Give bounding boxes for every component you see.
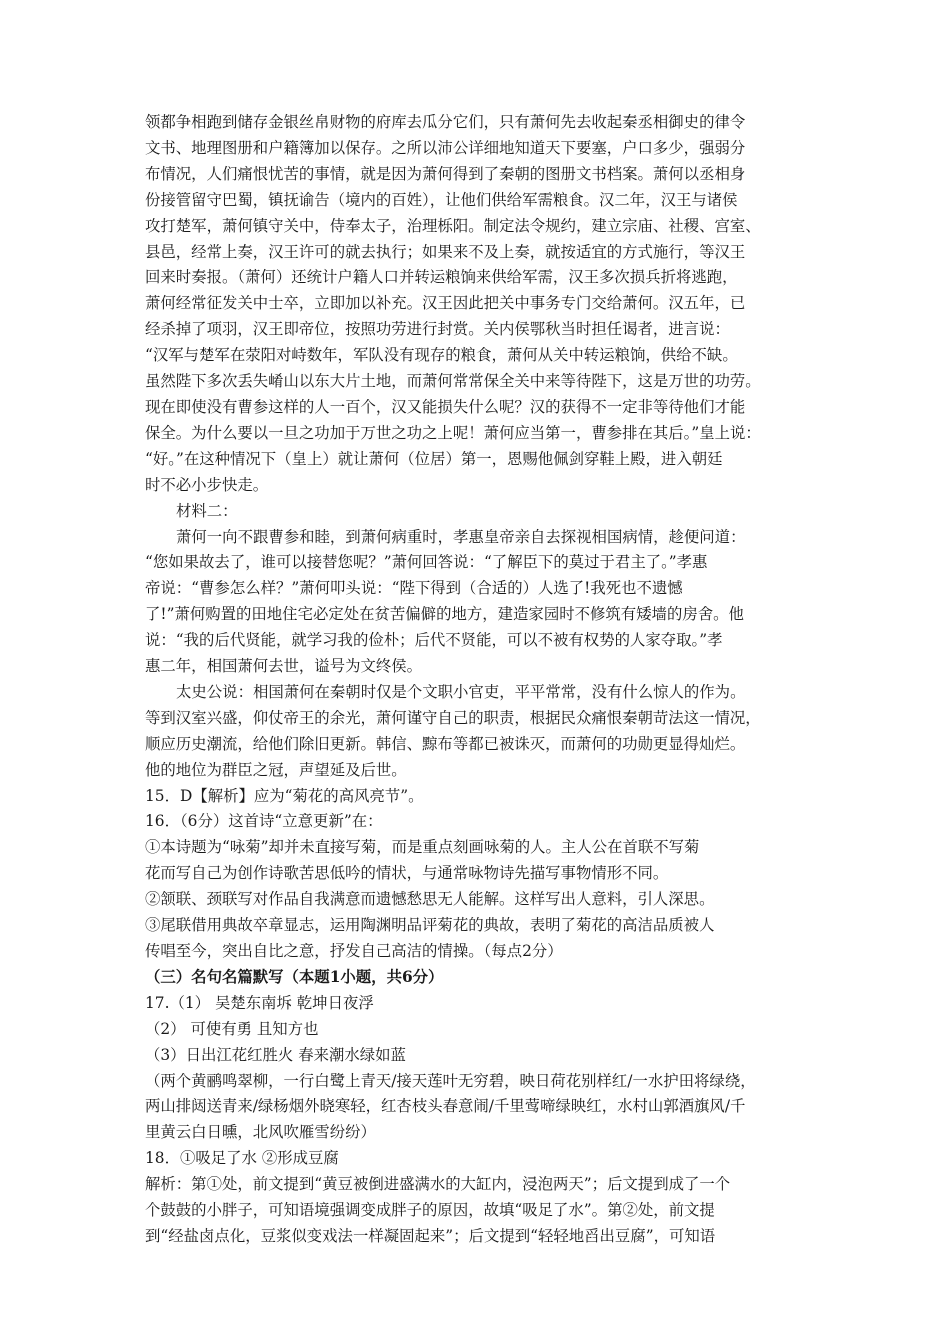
text-line: 解析：第①处，前文提到“黄豆被倒进盛满水的大缸内，浸泡两天”；后文提到成了一个 <box>145 1175 731 1194</box>
text-line: 经杀掉了项羽，汉王即帝位，按照功劳进行封赏。关内侯鄂秋当时担任谒者，进言说： <box>145 320 730 339</box>
material2-label: 材料二： <box>176 501 238 520</box>
question-17-answer <box>145 991 825 1146</box>
text-line: 说：“我的后代贤能，就学习我的俭朴；后代不贤能，可以不被有权势的人家夺取。”孝 <box>145 631 723 650</box>
text-line: 里黄云白日曛，北风吹雁雪纷纷） <box>145 1123 376 1142</box>
text-line: ③尾联借用典故卒章显志，运用陶渊明品评菊花的典故，表明了菊花的高洁品质被人 <box>145 916 715 935</box>
document-page <box>145 110 825 1250</box>
text-line: 个鼓鼓的小胖子，可知语境强调变成胖子的原因，故填“吸足了水”。第②处，前文提 <box>145 1201 715 1220</box>
text-line: 等到汉室兴盛，仰仗帝王的余光，萧何谨守自己的职责，根据民众痛恨秦朝苛法这一情况， <box>145 708 761 727</box>
translation-part3 <box>145 680 825 784</box>
text-line: （3）日出江花红胜火 春来潮水绿如蓝 <box>145 1045 406 1064</box>
translation-part1 <box>145 110 825 499</box>
text-line: 领都争相跑到储存金银丝帛财物的府库去瓜分它们，只有萧何先去收起秦丞相御史的律令 <box>145 113 746 131</box>
text-line: 了!”萧何购置的田地住宅必定处在贫苦偏僻的地方，建造家园时不修筑有矮墙的房舍。他 <box>145 605 744 624</box>
translation-part2 <box>145 525 825 680</box>
text-line: ②颔联、颈联写对作品自我满意而遗憾愁思无人能解。这样写出人意料，引人深思。 <box>145 890 715 909</box>
text-line: 两山排闼送青来/绿杨烟外晓寒轻，红杏枝头春意闹/千里莺啼绿映红，水村山郭酒旗风/千 <box>145 1097 746 1116</box>
text-line: 他的地位为群臣之冠，声望延及后世。 <box>145 760 407 779</box>
text-line: 花而写自己为创作诗歌苦思低吟的情状，与通常咏物诗先描写事物情形不同。 <box>145 864 669 883</box>
text-line: 萧何经常征发关中士卒，立即加以补充。汉王因此把关中事务专门交给萧何。汉五年，已 <box>145 294 746 313</box>
text-line: 16．（6分）这首诗“立意更新”在： <box>145 812 383 831</box>
text-line: 虽然陛下多次丢失崤山以东大片土地，而萧何常常保全关中来等待陛下，这是万世的功劳。 <box>145 372 761 391</box>
text-line: 现在即使没有曹参这样的人一百个，汉又能损失什么呢？汉的获得不一定非等待他们才能 <box>145 397 746 416</box>
text-line: 传唱至今，突出自比之意，抒发自己高洁的情操。（每点2分） <box>145 942 563 960</box>
text-line: ①本诗题为“咏菊”却并未直接写菊，而是重点刻画咏菊的人。主人公在首联不写菊 <box>145 838 700 857</box>
question-15-answer: 15．D【解析】应为“菊花的高风亮节”。 <box>145 786 424 805</box>
text-line: 惠二年，相国萧何去世，谥号为文终侯。 <box>145 657 423 676</box>
text-line: “您如果故去了，谁可以接替您呢？”萧何回答说：“了解臣下的莫过于君主了。”孝惠 <box>145 553 708 572</box>
text-line: 文书、地理图册和户籍簿加以保存。之所以沛公详细地知道天下要塞，户口多少，强弱分 <box>145 138 746 157</box>
question-18-answer <box>145 1146 825 1250</box>
question-16-answer <box>145 809 825 964</box>
text-line: 萧何一向不跟曹参和睦，到萧何病重时，孝惠皇帝亲自去探视相国病情，趁便问道： <box>176 527 746 546</box>
text-line: （两个黄鹂鸣翠柳，一行白鹭上青天/接天莲叶无穷碧，映日荷花别样红/一水护田将绿绕， <box>145 1071 756 1090</box>
text-line: 17.（1） 吴楚东南坼 乾坤日夜浮 <box>145 993 374 1012</box>
text-line: 顺应历史潮流，给他们除旧更新。韩信、黥布等都已被诛灭，而萧何的功勋更显得灿烂。 <box>145 734 746 753</box>
text-line: 太史公说：相国萧何在秦朝时仅是个文职小官吏，平平常常，没有什么惊人的作为。 <box>176 682 746 701</box>
text-line: 时不必小步快走。 <box>145 475 269 494</box>
text-line: 帝说：“曹参怎么样？”萧何叩头说：“陛下得到（合适的）人选了!我死也不遗憾 <box>145 579 683 598</box>
text-line: 到“经盐卤点化，豆浆似变戏法一样凝固起来”；后文提到“轻轻地舀出豆腐”，可知语 <box>145 1226 716 1245</box>
text-line: （2） 可使有勇 且知方也 <box>145 1019 319 1038</box>
section-3-heading: （三）名句名篇默写（本题1小题，共6分） <box>145 967 444 986</box>
text-line: 攻打楚军，萧何镇守关中，侍奉太子，治理栎阳。制定法令规约，建立宗庙、社稷、宫室、 <box>145 216 761 235</box>
text-line: “好。”在这种情况下（皇上）就让萧何（位居）第一，恩赐他佩剑穿鞋上殿，进入朝廷 <box>145 449 723 468</box>
text-line: 保全。为什么要以一旦之功加于万世之功之上呢！萧何应当第一，曹参排在其后。”皇上说： <box>145 423 761 442</box>
text-line: “汉军与楚军在荥阳对峙数年，军队没有现存的粮食，萧何从关中转运粮饷，供给不缺。 <box>145 346 738 365</box>
text-line: 县邑，经常上奏，汉王许可的就去执行；如果来不及上奏，就按适宜的方式施行，等汉王 <box>145 242 746 261</box>
text-line: 份接管留守巴蜀，镇抚谕告（境内的百姓），让他们供给军需粮食。汉二年，汉王与诸侯 <box>145 190 738 209</box>
text-line: 布情况，人们痛恨忧苦的事情，就是因为萧何得到了秦朝的图册文书档案。萧何以丞相身 <box>145 164 746 183</box>
text-line: 回来时奏报。（萧何）还统计户籍人口并转运粮饷来供给军需，汉王多次损兵折将逃跑， <box>145 268 738 287</box>
text-line: 18．①吸足了水 ②形成豆腐 <box>145 1149 339 1168</box>
